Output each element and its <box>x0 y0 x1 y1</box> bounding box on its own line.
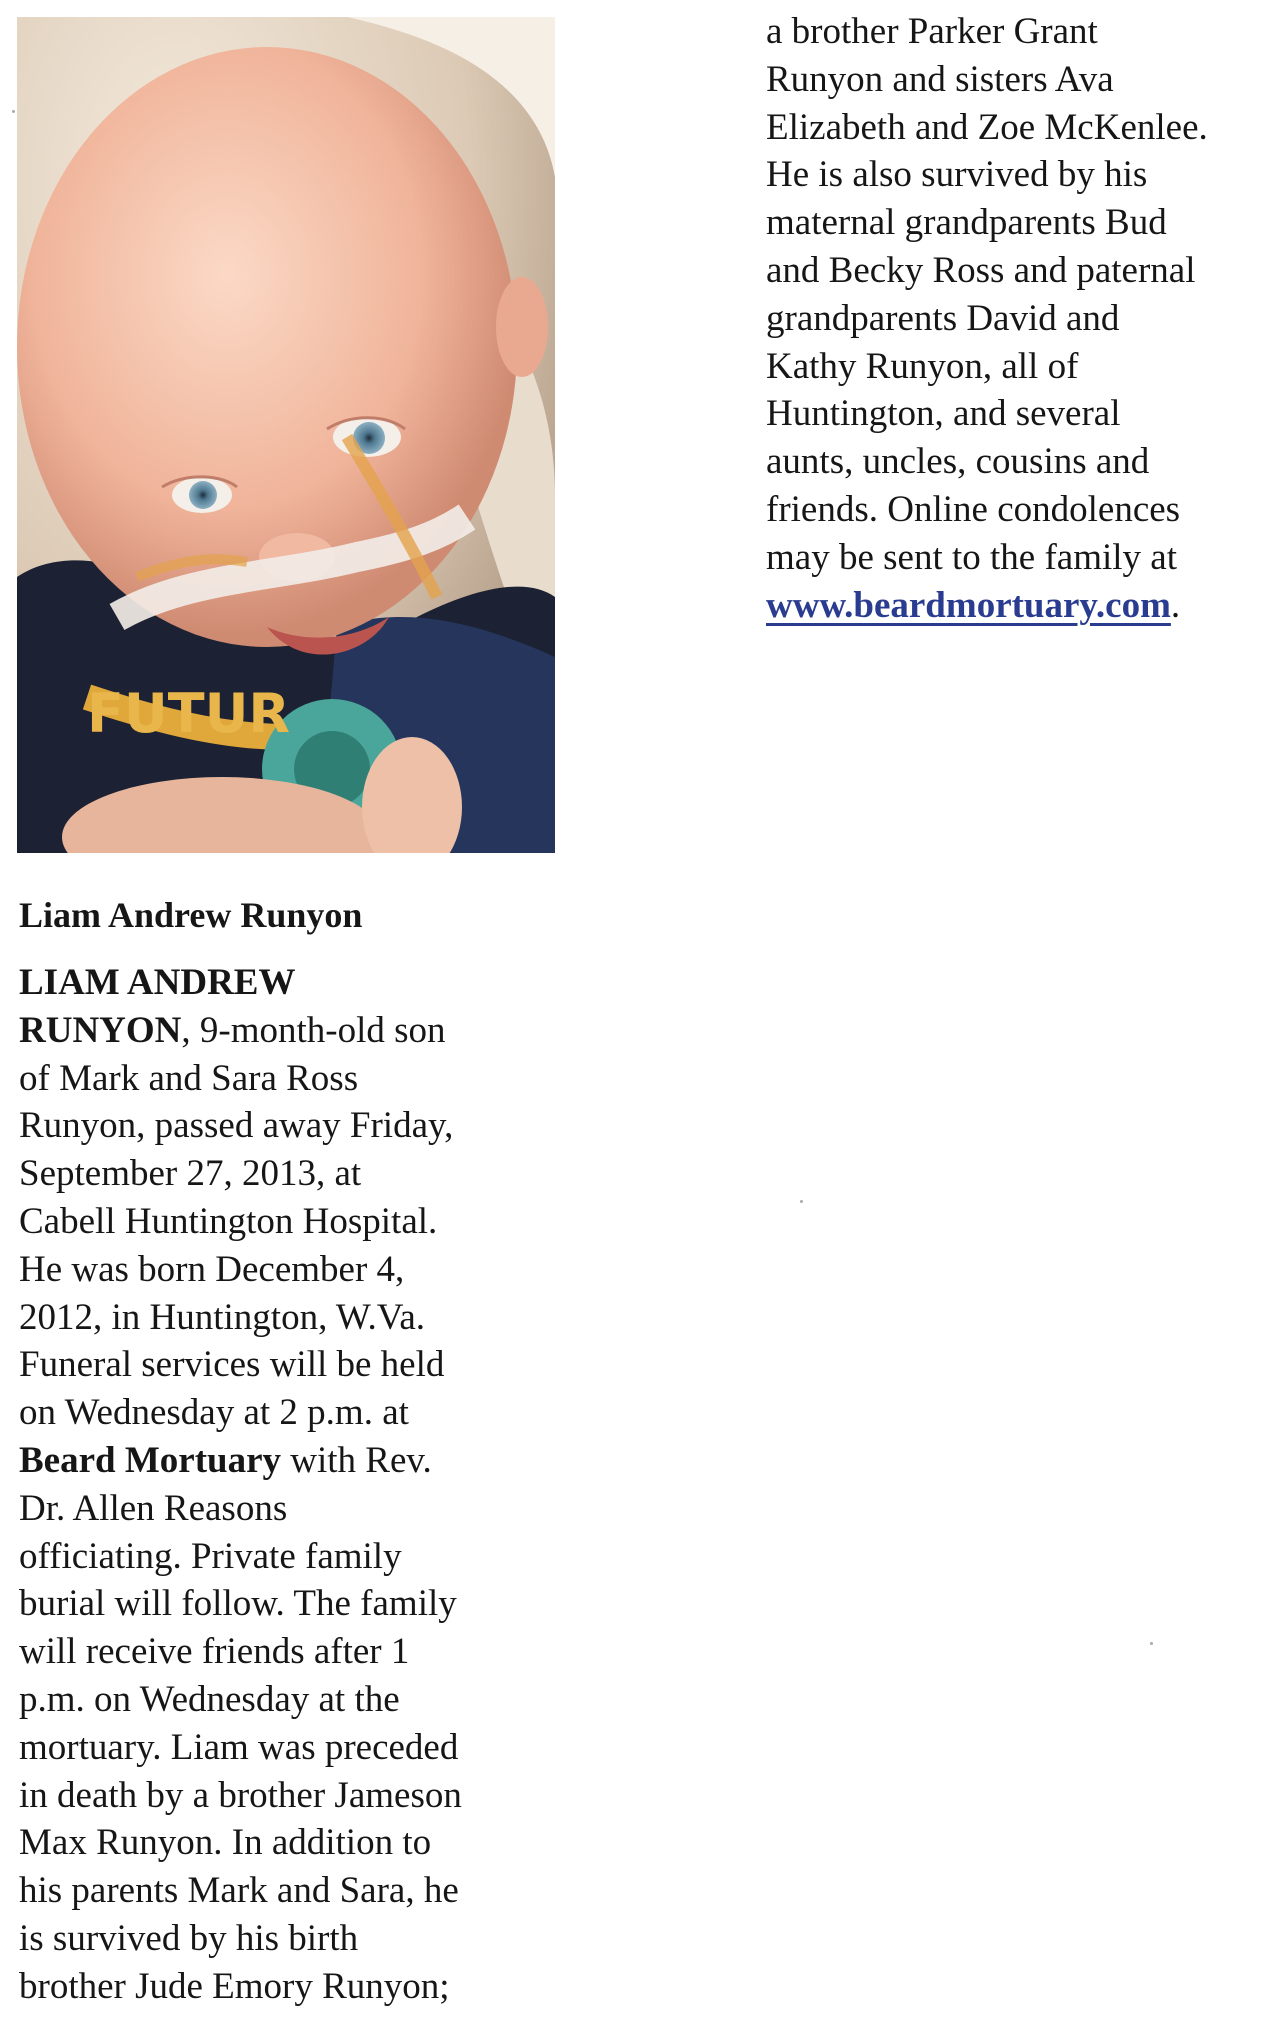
text-segment: maternal grandparents Bud <box>766 202 1167 244</box>
text-segment: Funeral services will be held <box>19 1344 445 1386</box>
text-segment: on Wednesday at 2 p.m. at <box>19 1392 409 1434</box>
left-body-line <box>19 959 539 1007</box>
text-segment: and Becky Ross and paternal <box>766 249 1196 291</box>
text-segment: Runyon, passed away Friday, <box>19 1105 454 1147</box>
text-segment: in death by a brother Jameson <box>19 1774 462 1816</box>
right-body-line <box>766 247 1266 295</box>
left-body-line <box>19 1533 539 1581</box>
baby-photo-illustration <box>17 17 555 853</box>
right-body-line <box>766 343 1266 391</box>
left-body-line <box>19 1102 539 1150</box>
text-segment: may be sent to the family at <box>766 536 1177 578</box>
scan-speck <box>12 110 15 113</box>
text-segment: will receive friends after 1 <box>19 1631 410 1673</box>
scan-speck <box>1150 1642 1153 1645</box>
obituary-right-column <box>766 8 1266 629</box>
text-segment: Max Runyon. In addition to <box>19 1822 432 1864</box>
obituary-body-left <box>19 959 539 2011</box>
right-body-line <box>766 486 1266 534</box>
text-segment: of Mark and Sara Ross <box>19 1057 359 1099</box>
left-body-line <box>19 1963 539 2011</box>
left-body-line <box>19 1055 539 1103</box>
left-body-line <box>19 1628 539 1676</box>
shirt-print-text: FUTUR <box>87 682 291 745</box>
obituary-body-right <box>766 8 1266 629</box>
text-segment: 2012, in Huntington, W.Va. <box>19 1296 425 1338</box>
text-segment: his parents Mark and Sara, he <box>19 1870 459 1912</box>
left-body-line <box>19 1437 539 1485</box>
bold-text: Beard Mortuary <box>19 1439 282 1481</box>
obituary-photo <box>17 17 555 853</box>
text-segment: brother Jude Emory Runyon; <box>19 1965 450 2007</box>
left-body-line <box>19 1341 539 1389</box>
text-segment: September 27, 2013, at <box>19 1153 362 1195</box>
left-body-line <box>19 1150 539 1198</box>
right-body-line <box>766 534 1266 582</box>
text-segment: Runyon and sisters Ava <box>766 58 1114 100</box>
condolences-link[interactable]: www.beardmortuary.com <box>766 584 1171 626</box>
text-segment: mortuary. Liam was preceded <box>19 1726 459 1768</box>
left-body-line <box>19 1389 539 1437</box>
obituary-heading: Liam Andrew Runyon <box>19 895 363 935</box>
right-body-line <box>766 199 1266 247</box>
left-body-line <box>19 1772 539 1820</box>
right-body-line <box>766 295 1266 343</box>
left-body-line <box>19 1246 539 1294</box>
scan-speck <box>800 1200 803 1203</box>
text-segment: burial will follow. The family <box>19 1583 457 1625</box>
right-body-line <box>766 56 1266 104</box>
text-segment: Dr. Allen Reasons <box>19 1487 288 1529</box>
left-body-line <box>19 1819 539 1867</box>
text-segment: grandparents David and <box>766 297 1120 339</box>
text-segment: a brother Parker Grant <box>766 11 1098 52</box>
left-body-line <box>19 1580 539 1628</box>
right-body-line <box>766 438 1266 486</box>
bold-text: LIAM ANDREW <box>19 962 296 1003</box>
text-segment: p.m. on Wednesday at the <box>19 1678 400 1720</box>
text-segment: He is also survived by his <box>766 154 1148 196</box>
text-segment: Huntington, and several <box>766 393 1121 435</box>
obituary-left-column <box>19 892 539 2011</box>
text-segment: aunts, uncles, cousins and <box>766 441 1150 483</box>
text-segment: Cabell Huntington Hospital. <box>19 1200 438 1242</box>
text-segment: He was born December 4, <box>19 1248 405 1290</box>
right-body-line <box>766 104 1266 152</box>
bold-text: RUNYON <box>19 1009 182 1051</box>
right-body-line <box>766 151 1266 199</box>
text-segment: , 9-month-old son <box>181 1009 446 1051</box>
left-body-line <box>19 1294 539 1342</box>
left-body-line <box>19 1198 539 1246</box>
left-body-line <box>19 1724 539 1772</box>
left-body-line <box>19 1867 539 1915</box>
right-body-line <box>766 8 1266 56</box>
text-segment: officiating. Private family <box>19 1535 402 1577</box>
text-segment: Elizabeth and Zoe McKenlee. <box>766 106 1208 148</box>
text-segment: friends. Online condolences <box>766 488 1181 530</box>
text-segment: . <box>1170 584 1181 626</box>
text-segment: is survived by his birth <box>19 1917 359 1959</box>
text-segment: Kathy Runyon, all of <box>766 345 1079 387</box>
left-body-line <box>19 1676 539 1724</box>
left-body-line <box>19 1485 539 1533</box>
left-body-line <box>19 1007 539 1055</box>
text-segment: with Rev. <box>281 1439 432 1481</box>
right-body-line <box>766 390 1266 438</box>
left-body-line <box>19 1915 539 1963</box>
right-body-line <box>766 582 1266 630</box>
